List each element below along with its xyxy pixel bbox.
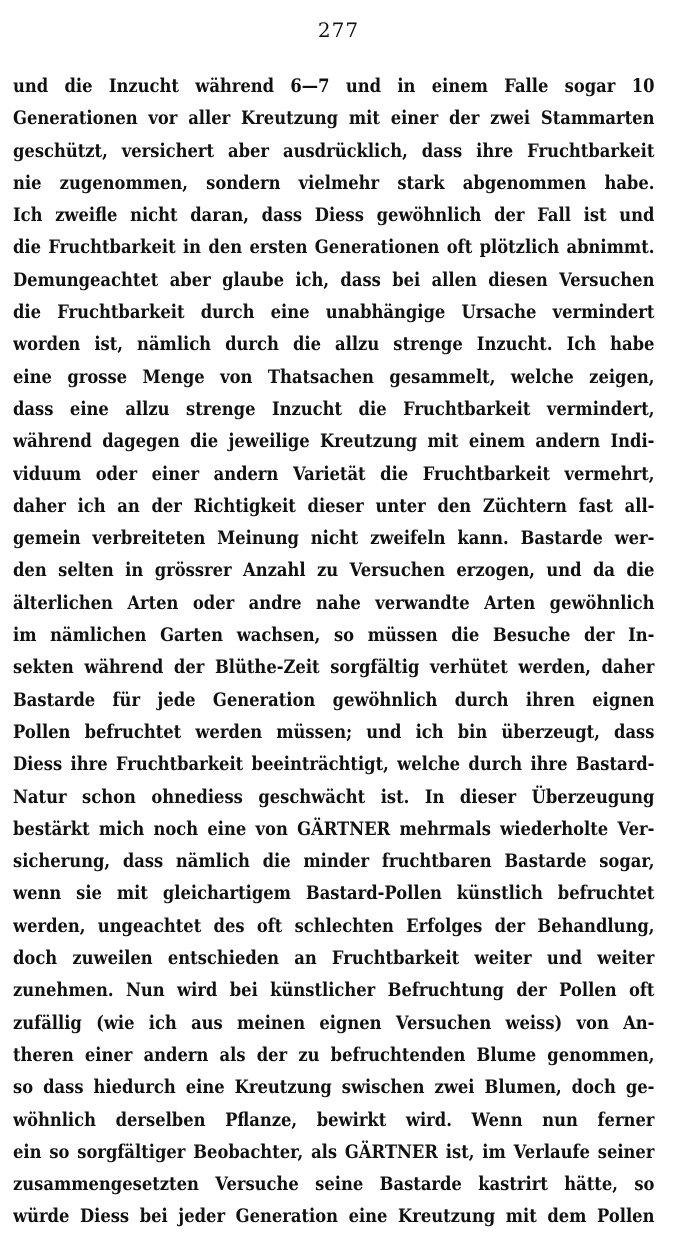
text-line: die Fruchtbarkeit in den ersten Generationen oft plötzlich abnimmt. — [13, 236, 655, 259]
text-line: im nämlichen Garten wachsen, so müssen die Besuche der In- — [13, 624, 655, 647]
text-line: sicherung, dass nämlich die minder fruchtbaren Bastarde sogar, — [13, 850, 655, 873]
text-line: und die Inzucht während 6—7 und in einem Falle sogar 10 — [13, 75, 655, 97]
text-line: eine grosse Menge von Thatsachen gesammelt, welche zeigen, — [13, 365, 655, 388]
text-line: Diess ihre Fruchtbarkeit beeinträchtigt, welche durch ihre Bastard- — [13, 753, 655, 776]
text-line: werden, ungeachtet des oft schlechten Erfolges der Behandlung, — [13, 914, 655, 937]
text-line: zusammengesetzten Versuche seine Bastarde kastrirt hätte, so — [13, 1173, 655, 1196]
text-line: viduum oder einer andern Varietät die Fruchtbarkeit vermehrt, — [13, 462, 655, 485]
text-line: ein so sorgfältiger Beobachter, als GÄRTNER ist, im Verlaufe seiner — [13, 1140, 655, 1163]
body-text — [13, 70, 656, 1233]
text-line: älterlichen Arten oder andre nahe verwandte Arten gewöhnlich — [13, 591, 655, 614]
text-line: Pollen befruchtet werden müssen; und ich bin überzeugt, dass — [13, 720, 655, 743]
text-line: den selten in grössrer Anzahl zu Versuchen erzogen, und da die — [13, 559, 655, 582]
text-line: worden ist, nämlich durch die allzu strenge Inzucht. Ich habe — [13, 333, 655, 356]
text-line: so dass hiedurch eine Kreutzung swischen zwei Blumen, doch ge- — [13, 1076, 655, 1099]
text-line: bestärkt mich noch eine von GÄRTNER mehrmals wiederholte Ver- — [13, 817, 655, 840]
text-line: sekten während der Blüthe-Zeit sorgfältig verhütet werden, daher — [13, 656, 655, 679]
text-line: Ich zweifle nicht daran, dass Diess gewöhnlich der Fall ist und — [13, 204, 655, 227]
text-line: nie zugenommen, sondern vielmehr stark abgenommen habe. — [13, 171, 655, 194]
text-line: die Fruchtbarkeit durch eine unabhängige Ursache vermindert — [13, 301, 655, 324]
text-line: wenn sie mit gleichartigem Bastard-Pollen künstlich befruchtet — [13, 882, 655, 905]
text-line: wöhnlich derselben Pflanze, bewirkt wird. Wenn nun ferner — [13, 1108, 655, 1131]
text-line: zufällig (wie ich aus meinen eignen Versuchen weiss) von An- — [13, 1011, 655, 1034]
text-line: Natur schon ohnediess geschwächt ist. In dieser Überzeugung — [13, 785, 655, 808]
page-number: 277 — [317, 18, 360, 42]
text-line: Demungeachtet aber glaube ich, dass bei allen diesen Versuchen — [13, 268, 655, 291]
text-line: während dagegen die jeweilige Kreutzung mit einem andern Indi- — [13, 430, 655, 453]
text-line: würde Diess bei jeder Generation eine Kreutzung mit dem Pollen — [13, 1205, 655, 1228]
text-line: doch zuweilen entschieden an Fruchtbarkeit weiter und weiter — [13, 947, 655, 970]
text-line: zunehmen. Nun wird bei künstlicher Befruchtung der Pollen oft — [13, 979, 655, 1002]
text-line: dass eine allzu strenge Inzucht die Fruchtbarkeit vermindert, — [13, 397, 655, 420]
text-line: gemein verbreiteten Meinung nicht zweifeln kann. Bastarde wer- — [13, 527, 655, 550]
text-line: Generationen vor aller Kreutzung mit einer der zwei Stammarten — [13, 107, 655, 130]
text-line: daher ich an der Richtigkeit dieser unter den Züchtern fast all- — [13, 494, 655, 517]
text-line: theren einer andern als der zu befruchtenden Blume genommen, — [13, 1043, 655, 1066]
text-line: Bastarde für jede Generation gewöhnlich durch ihren eignen — [13, 688, 655, 711]
text-line: geschützt, versichert aber ausdrücklich, dass ihre Fruchtbarkeit — [13, 139, 655, 162]
